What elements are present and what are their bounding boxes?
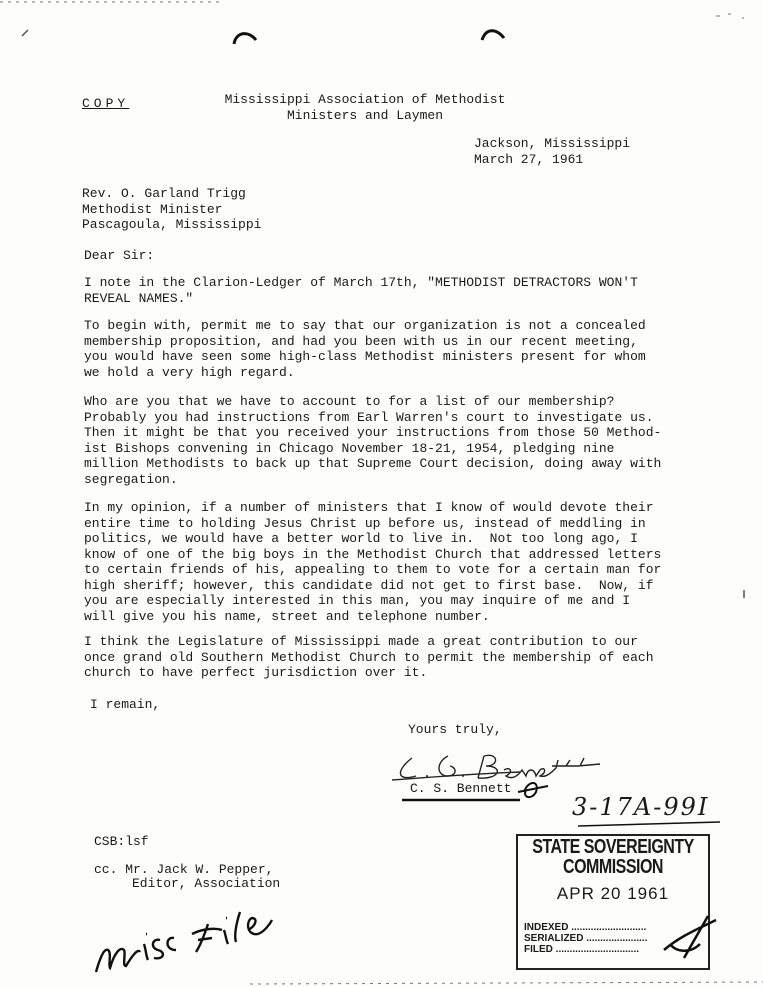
stamp-field-filed: FILED .............................. bbox=[524, 944, 640, 955]
stamp-field-serialized: SERIALIZED ...................... bbox=[524, 933, 648, 944]
signature-handwriting bbox=[392, 755, 600, 780]
paragraph-line: REVEAL NAMES." bbox=[84, 290, 194, 306]
paragraph-line: to certain friends of his, appealing to them to vote for a certain man for bbox=[84, 562, 662, 577]
paragraph-line: know of one of the big boys in the Methodist Church that addressed letters bbox=[84, 546, 662, 562]
stamp-field-indexed: INDEXED ........................... bbox=[524, 922, 647, 933]
stamp-date: APR 20 1961 bbox=[556, 884, 670, 903]
paragraph-line: To begin with, permit me to say that our organization is not a concealed bbox=[84, 318, 646, 333]
stamp-title: STATE SOVEREIGNTY COMMISSION bbox=[532, 836, 694, 878]
reference-initials: CSB:lsf bbox=[94, 834, 149, 849]
paragraph-line: I note in the Clarion-Ledger of March 17th, "METHODIST DETRACTORS WON'T bbox=[84, 275, 638, 290]
paragraph-line: we hold a very high regard. bbox=[84, 364, 295, 380]
paragraph-line: Then it might be that you received your instructions from those 50 Method- bbox=[84, 425, 662, 440]
letterhead-line-2: Ministers and Laymen bbox=[286, 107, 444, 123]
paragraph-line: million Methodists to back up that Supreme Court decision, doing away with bbox=[84, 456, 662, 471]
bottom-dotted-edge bbox=[250, 982, 763, 984]
paragraph-line: Who are you that we have to account to for a list of our membership? bbox=[84, 394, 615, 409]
paragraph-line: I think the Legislature of Mississippi made a great contribution to our bbox=[84, 634, 638, 649]
punch-mark-right bbox=[482, 31, 504, 40]
handwritten-file-number: 3-17A-99I bbox=[572, 793, 710, 821]
recipient-city: Pascagoula, Mississippi bbox=[82, 217, 262, 232]
cc-line-1: cc. Mr. Jack W. Pepper, bbox=[94, 862, 274, 877]
cc-line-2: Editor, Association bbox=[132, 876, 281, 891]
paragraph-line: once grand old Southern Methodist Church to permit the membership of each bbox=[84, 649, 654, 665]
date: March 27, 1961 bbox=[474, 151, 584, 167]
paragraph-line: ist Bishops convening in Chicago November 18-21, 1954, pledging nine bbox=[84, 440, 615, 456]
recipient-name: Rev. O. Garland Trigg bbox=[82, 186, 246, 201]
paragraph-line: In my opinion, if a number of ministers that I know of would devote their bbox=[84, 500, 654, 515]
place: Jackson, Mississippi bbox=[474, 136, 631, 151]
signature-flourish bbox=[518, 783, 548, 797]
stray-mark bbox=[716, 14, 744, 18]
salutation: Dear Sir: bbox=[84, 248, 155, 263]
paragraph-line: politics, we would have a better world to live in. Not too long ago, I bbox=[84, 531, 638, 546]
recipient-title: Methodist Minister bbox=[82, 201, 223, 217]
number-underline bbox=[578, 822, 720, 826]
stamp-scribble bbox=[664, 916, 716, 958]
paragraph-line: segregation. bbox=[84, 471, 178, 487]
typed-signature: C. S. Bennett bbox=[410, 781, 512, 796]
paragraph-line: church to have perfect jurisdiction over it. bbox=[84, 665, 428, 680]
paragraph-line: high sheriff; however, this candidate did not get to first base. Now, if bbox=[84, 577, 654, 593]
paragraph-line: entire time to holding Jesus Christ up before us, instead of meddling in bbox=[84, 515, 646, 531]
paragraph-line: membership proposition, and had you been with us in our recent meeting, bbox=[84, 333, 638, 349]
handwritten-note-misc-file bbox=[96, 912, 272, 972]
paragraph-line: Probably you had instructions from Earl Warren's court to investigate us. bbox=[84, 409, 654, 425]
paragraph-line: you are especially interested in this man, you may inquire of me and I bbox=[84, 593, 631, 608]
punch-mark-left bbox=[234, 34, 256, 44]
stray-mark bbox=[22, 30, 28, 36]
copy-mark: COPY bbox=[82, 96, 130, 111]
paragraph-line: will give you his name, street and telephone number. bbox=[84, 608, 490, 624]
paragraph-line: you would have seen some high-class Methodist ministers present for whom bbox=[84, 349, 646, 364]
letterhead-line-1: Mississippi Association of Methodist bbox=[224, 92, 506, 107]
closing: I remain, bbox=[90, 697, 161, 712]
complimentary-close: Yours truly, bbox=[408, 722, 502, 737]
